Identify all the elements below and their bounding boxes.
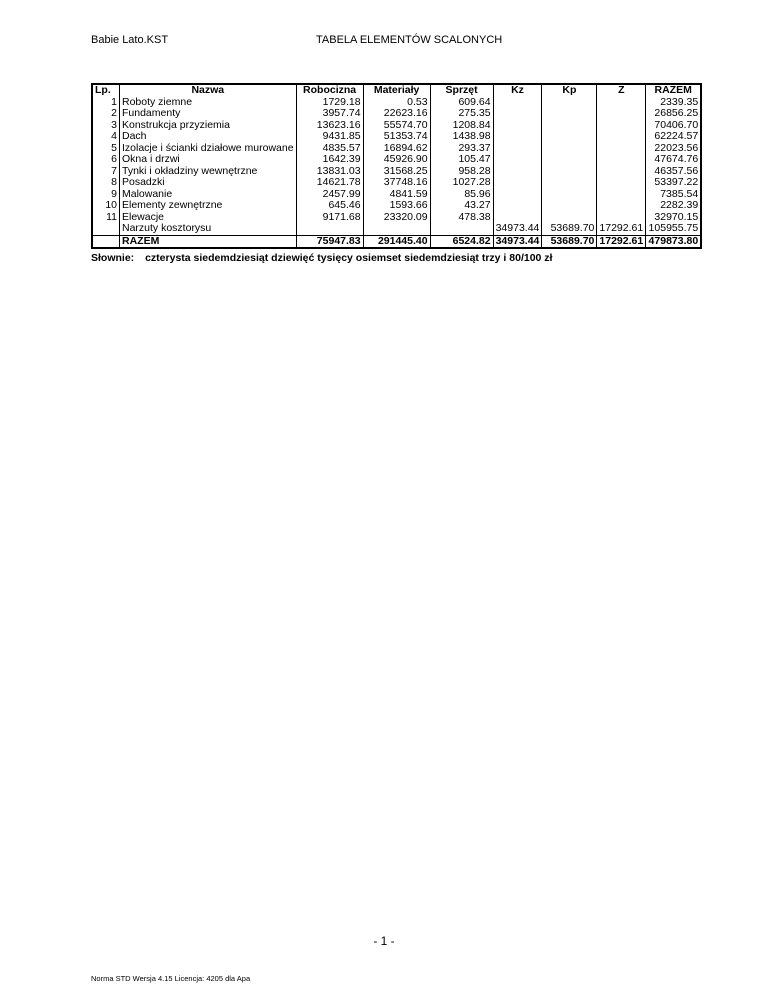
cell-razem: 62224.57 — [646, 131, 702, 143]
total-robocizna: 75947.83 — [296, 235, 363, 248]
cell-robocizna: 14621.78 — [296, 177, 363, 189]
col-header-materialy: Materiały — [363, 84, 430, 97]
cell-kp — [542, 108, 597, 120]
cell-z — [597, 108, 646, 120]
table-total-row — [92, 235, 701, 248]
cell-kz — [493, 108, 542, 120]
cell-nazwa: Roboty ziemne — [120, 97, 297, 109]
total-sprzet: 6524.82 — [430, 235, 493, 248]
cell-kz — [493, 189, 542, 201]
cell-lp: 8 — [92, 177, 120, 189]
cell-kp — [542, 120, 597, 132]
cell-materialy: 0.53 — [363, 97, 430, 109]
cell-sprzet: 105.47 — [430, 154, 493, 166]
cell-sprzet: 609.64 — [430, 97, 493, 109]
cell-razem: 2282.39 — [646, 200, 702, 212]
cell-razem: 47674.76 — [646, 154, 702, 166]
cell-materialy: 22623.16 — [363, 108, 430, 120]
total-razem: 479873.80 — [646, 235, 702, 248]
cell-nazwa: Okna i drzwi — [120, 154, 297, 166]
cell-materialy: 1593.66 — [363, 200, 430, 212]
cell-z — [597, 120, 646, 132]
table-row — [92, 108, 701, 120]
cell-sprzet: 1208.84 — [430, 120, 493, 132]
cell-sprzet: 1027.28 — [430, 177, 493, 189]
cell-z — [597, 143, 646, 155]
cell-robocizna: 2457.99 — [296, 189, 363, 201]
cell-z — [597, 189, 646, 201]
cell-nazwa: Izolacje i ścianki działowe murowane — [120, 143, 297, 155]
cell-razem: 22023.56 — [646, 143, 702, 155]
cell-razem: 70406.70 — [646, 120, 702, 132]
cell-kz — [493, 131, 542, 143]
cell-razem: 53397.22 — [646, 177, 702, 189]
table-row — [92, 177, 701, 189]
cell-materialy: 55574.70 — [363, 120, 430, 132]
cell-nazwa: Elewacje — [120, 212, 297, 224]
cell-z — [597, 97, 646, 109]
cell-razem: 32970.15 — [646, 212, 702, 224]
cell-sprzet: 958.28 — [430, 166, 493, 178]
page-number: - 1 - — [373, 934, 395, 948]
col-header-z: Z — [597, 84, 646, 97]
total-kp: 53689.70 — [542, 235, 597, 248]
cell-kz — [493, 166, 542, 178]
cell-sprzet: 275.35 — [430, 108, 493, 120]
cell-kp — [542, 177, 597, 189]
cell-kz — [493, 177, 542, 189]
cell-materialy: 37748.16 — [363, 177, 430, 189]
cell-sprzet — [430, 223, 493, 235]
cell-materialy: 45926.90 — [363, 154, 430, 166]
cell-robocizna: 9171.68 — [296, 212, 363, 224]
cell-lp: 10 — [92, 200, 120, 212]
col-header-nazwa: Nazwa — [120, 84, 297, 97]
cell-kz: 34973.44 — [493, 223, 542, 235]
cell-kz — [493, 154, 542, 166]
cell-lp: 9 — [92, 189, 120, 201]
cell-nazwa: Posadzki — [120, 177, 297, 189]
col-header-razem: RAZEM — [646, 84, 702, 97]
total-lp — [92, 235, 120, 248]
cell-materialy: 23320.09 — [363, 212, 430, 224]
cell-lp: 3 — [92, 120, 120, 132]
cell-sprzet: 478.38 — [430, 212, 493, 224]
cell-lp — [92, 223, 120, 235]
file-name: Babie Lato.KST — [91, 34, 169, 46]
cell-materialy: 4841.59 — [363, 189, 430, 201]
cell-z — [597, 177, 646, 189]
cell-sprzet: 43.27 — [430, 200, 493, 212]
cell-robocizna: 13831.03 — [296, 166, 363, 178]
total-z: 17292.61 — [597, 235, 646, 248]
cell-nazwa: Tynki i okładziny wewnętrzne — [120, 166, 297, 178]
cell-nazwa: Konstrukcja przyziemia — [120, 120, 297, 132]
cell-kz — [493, 143, 542, 155]
col-header-sprzet: Sprzęt — [430, 84, 493, 97]
cell-materialy: 51353.74 — [363, 131, 430, 143]
cell-lp: 2 — [92, 108, 120, 120]
cell-kp: 53689.70 — [542, 223, 597, 235]
cell-robocizna: 13623.16 — [296, 120, 363, 132]
amount-in-words-label: Słownie: — [91, 252, 135, 264]
footer-license: Norma STD Wersja 4.15 Licencja: 4205 dla Apa — [91, 974, 251, 983]
table-row — [92, 154, 701, 166]
cost-table — [91, 83, 702, 249]
cell-z — [597, 131, 646, 143]
cell-kp — [542, 166, 597, 178]
cell-z: 17292.61 — [597, 223, 646, 235]
cell-lp: 7 — [92, 166, 120, 178]
cell-materialy: 31568.25 — [363, 166, 430, 178]
col-header-robocizna: Robocizna — [296, 84, 363, 97]
amount-in-words — [91, 252, 552, 264]
cell-robocizna: 4835.57 — [296, 143, 363, 155]
cell-robocizna: 645.46 — [296, 200, 363, 212]
cell-razem: 7385.54 — [646, 189, 702, 201]
cell-kp — [542, 154, 597, 166]
total-materialy: 291445.40 — [363, 235, 430, 248]
cell-kp — [542, 97, 597, 109]
cell-sprzet: 85.96 — [430, 189, 493, 201]
cell-robocizna: 9431.85 — [296, 131, 363, 143]
cell-materialy: 16894.62 — [363, 143, 430, 155]
cell-robocizna: 3957.74 — [296, 108, 363, 120]
cell-lp: 11 — [92, 212, 120, 224]
col-header-kz: Kz — [493, 84, 542, 97]
cell-kz — [493, 200, 542, 212]
document-title: TABELA ELEMENTÓW SCALONYCH — [316, 34, 503, 46]
cell-kp — [542, 143, 597, 155]
cell-nazwa: Fundamenty — [120, 108, 297, 120]
total-label: RAZEM — [120, 235, 297, 248]
table-row — [92, 223, 701, 235]
table-row — [92, 131, 701, 143]
amount-in-words-text: czterysta siedemdziesiąt dziewięć tysięcy osiemset siedemdziesiąt trzy i 80/100 zł — [145, 252, 553, 264]
cell-nazwa: Elementy zewnętrzne — [120, 200, 297, 212]
table-row — [92, 200, 701, 212]
col-header-kp: Kp — [542, 84, 597, 97]
cell-razem: 105955.75 — [646, 223, 702, 235]
cell-razem: 26856.25 — [646, 108, 702, 120]
cell-robocizna: 1642.39 — [296, 154, 363, 166]
cell-nazwa: Dach — [120, 131, 297, 143]
cell-kp — [542, 189, 597, 201]
cell-nazwa: Malowanie — [120, 189, 297, 201]
cell-materialy — [363, 223, 430, 235]
cell-z — [597, 166, 646, 178]
cell-kz — [493, 97, 542, 109]
table-header-row — [92, 84, 701, 97]
cell-kp — [542, 200, 597, 212]
cell-lp: 5 — [92, 143, 120, 155]
col-header-lp: Lp. — [92, 84, 120, 97]
cell-robocizna: 1729.18 — [296, 97, 363, 109]
cell-nazwa: Narzuty kosztorysu — [120, 223, 297, 235]
cell-lp: 1 — [92, 97, 120, 109]
total-kz: 34973.44 — [493, 235, 542, 248]
cell-robocizna — [296, 223, 363, 235]
cell-kz — [493, 120, 542, 132]
cell-lp: 6 — [92, 154, 120, 166]
cell-sprzet: 1438.98 — [430, 131, 493, 143]
cell-z — [597, 200, 646, 212]
cell-razem: 2339.35 — [646, 97, 702, 109]
cell-sprzet: 293.37 — [430, 143, 493, 155]
cell-razem: 46357.56 — [646, 166, 702, 178]
cell-kp — [542, 131, 597, 143]
cell-lp: 4 — [92, 131, 120, 143]
cell-z — [597, 154, 646, 166]
